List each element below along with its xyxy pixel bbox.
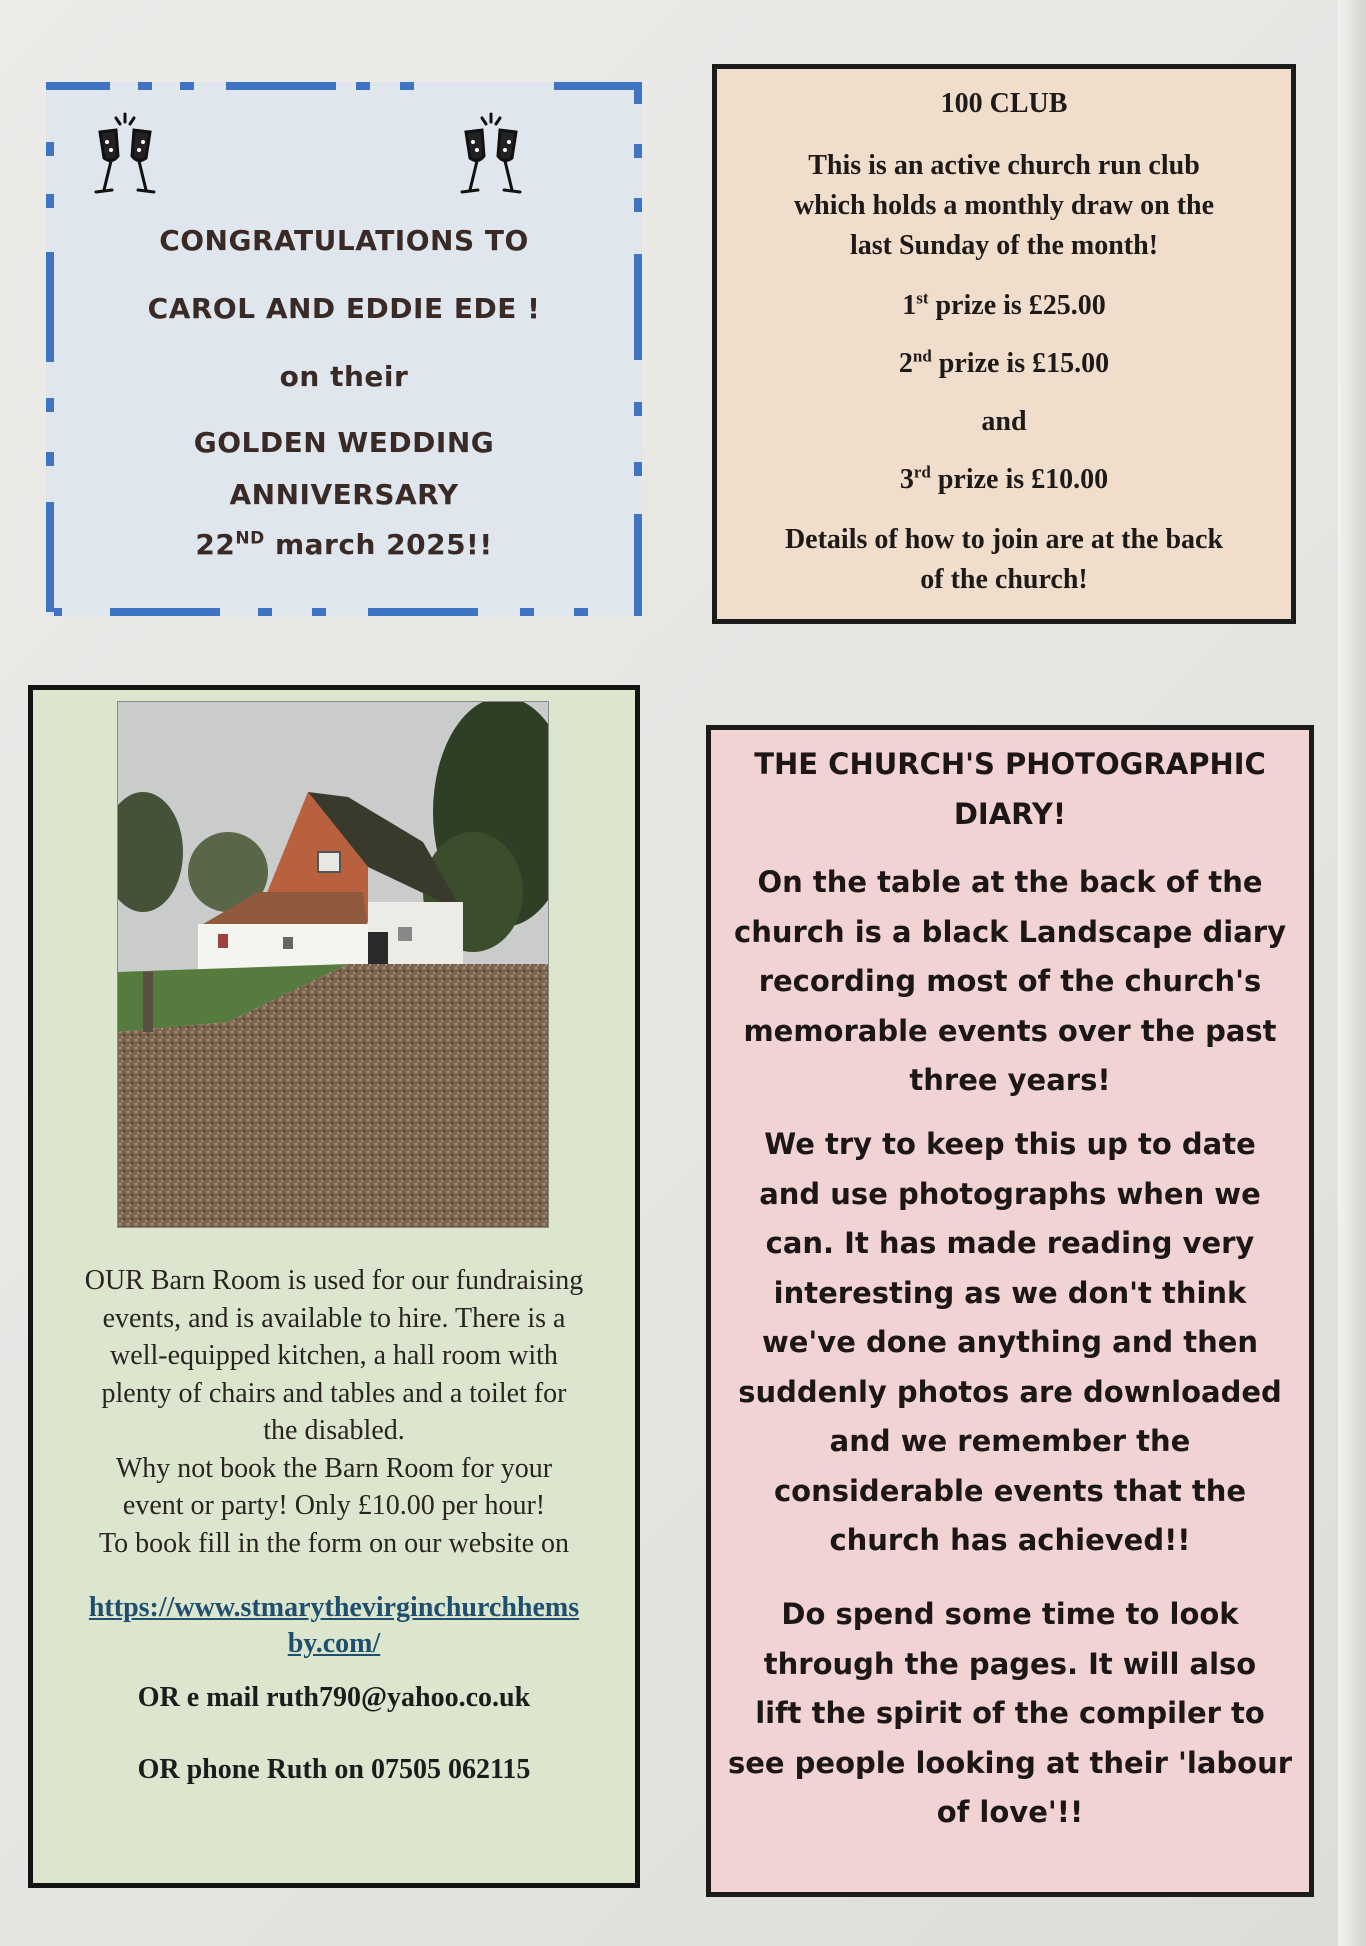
border-dash bbox=[110, 608, 220, 616]
diary-line: On the table at the back of the bbox=[757, 865, 1263, 899]
barn-text-line: OUR Barn Room is used for our fundraising bbox=[84, 1265, 584, 1296]
diary-line: THE CHURCH'S PHOTOGRAPHIC bbox=[754, 747, 1266, 781]
diary-line: suddenly photos are downloaded bbox=[738, 1374, 1282, 1409]
barn-text-line: events, and is available to hire. There is a bbox=[102, 1302, 566, 1334]
contact-email: OR e mail ruth790@yahoo.co.uk bbox=[137, 1682, 531, 1713]
congrats-heading: CONGRATULATIONS TO bbox=[159, 224, 529, 257]
border-dash bbox=[258, 608, 272, 616]
border-dash bbox=[46, 194, 54, 208]
diary-line: lift the spirit of the compiler to bbox=[755, 1696, 1265, 1730]
hundred-club-notice bbox=[712, 64, 1296, 624]
barn-room-photo bbox=[118, 702, 548, 1227]
diary-line: and we remember the bbox=[829, 1424, 1191, 1458]
anniversary: ANNIVERSARY bbox=[229, 478, 459, 511]
border-dash bbox=[400, 82, 414, 90]
join-details: of the church! bbox=[920, 564, 1088, 595]
first-prize bbox=[717, 287, 1291, 325]
diary-line: church is a black Landscape diary bbox=[734, 914, 1286, 949]
border-dash bbox=[368, 608, 478, 616]
website-link-line[interactable]: by.com/ bbox=[287, 1628, 381, 1659]
border-dash bbox=[180, 82, 194, 90]
diary-heading bbox=[723, 740, 1297, 839]
barn-text-line: To book fill in the form on our website on bbox=[98, 1527, 570, 1559]
diary-line: recording most of the church's bbox=[758, 964, 1262, 998]
website-link-line[interactable]: https://www.stmarythevirginchurchhems bbox=[88, 1592, 580, 1623]
border-dash bbox=[520, 608, 534, 616]
border-dash bbox=[356, 82, 370, 90]
diary-line: through the pages. It will also bbox=[763, 1646, 1257, 1681]
barn-room-notice bbox=[28, 685, 640, 1888]
diary-line: and use photographs when we bbox=[759, 1176, 1261, 1211]
golden-wedding: GOLDEN WEDDING bbox=[193, 426, 495, 459]
congratulations-notice bbox=[46, 82, 642, 616]
prize-suffix: rd bbox=[913, 462, 931, 482]
diary-paragraph bbox=[723, 1120, 1297, 1566]
barn-description bbox=[33, 1262, 635, 1562]
border-dash bbox=[634, 198, 642, 212]
diary-line: we've done anything and then bbox=[761, 1325, 1259, 1359]
contact-phone: OR phone Ruth on 07505 062115 bbox=[137, 1754, 531, 1785]
club-desc-line: last Sunday of the month! bbox=[849, 230, 1159, 261]
page-edge bbox=[1338, 0, 1366, 1946]
barn-text-line: well-equipped kitchen, a hall room with bbox=[110, 1340, 558, 1371]
champagne-glasses-icon bbox=[456, 110, 526, 200]
diary-line: We try to keep this up to date bbox=[764, 1127, 1256, 1161]
club-title: 100 CLUB bbox=[940, 88, 1068, 119]
border-dash bbox=[46, 398, 54, 412]
border-dash bbox=[46, 82, 110, 90]
date-rest: march 2025!! bbox=[264, 528, 493, 561]
barn-text-line: Why not book the Barn Room for your bbox=[115, 1452, 553, 1484]
club-desc-line: This is an active church run club bbox=[808, 150, 1200, 181]
diary-line: see people looking at their 'labour bbox=[727, 1745, 1293, 1780]
diary-line: three years! bbox=[909, 1063, 1111, 1097]
prize-number: 2 bbox=[898, 348, 913, 379]
join-details: Details of how to join are at the back bbox=[784, 524, 1224, 555]
website-link[interactable] bbox=[33, 1590, 635, 1662]
border-dash bbox=[312, 608, 326, 616]
diary-paragraph bbox=[723, 1590, 1297, 1838]
diary-line: Do spend some time to look bbox=[781, 1597, 1239, 1631]
diary-line: can. It has made reading very bbox=[765, 1226, 1255, 1260]
border-dash bbox=[634, 462, 642, 476]
diary-paragraph bbox=[723, 858, 1297, 1106]
prize-suffix: nd bbox=[912, 346, 932, 366]
diary-line: considerable events that the bbox=[773, 1473, 1247, 1508]
diary-line: memorable events over the past bbox=[743, 1013, 1277, 1048]
border-dash bbox=[634, 402, 642, 416]
barn-text-line: the disabled. bbox=[263, 1415, 405, 1446]
prize-text: prize is £15.00 bbox=[931, 348, 1110, 379]
border-dash bbox=[574, 608, 588, 616]
diary-line: DIARY! bbox=[953, 796, 1067, 831]
club-desc-line: which holds a monthly draw on the bbox=[793, 190, 1215, 221]
prize-text: prize is £25.00 bbox=[928, 290, 1106, 321]
photographic-diary-notice bbox=[706, 725, 1314, 1897]
prize-suffix: st bbox=[916, 288, 929, 308]
border-dash bbox=[226, 82, 336, 90]
prize-number: 3 bbox=[899, 464, 914, 495]
date-day: 22 bbox=[195, 528, 236, 561]
border-dash bbox=[634, 144, 642, 158]
border-dash bbox=[138, 82, 152, 90]
diary-line: interesting as we don't think bbox=[773, 1275, 1247, 1310]
prize-text: prize is £10.00 bbox=[930, 464, 1109, 495]
barn-text-line: event or party! Only £10.00 per hour! bbox=[122, 1490, 546, 1521]
border-dash bbox=[46, 142, 54, 156]
third-prize bbox=[717, 461, 1291, 499]
border-dash bbox=[554, 82, 642, 90]
date-suffix: ND bbox=[235, 528, 265, 549]
diary-line: of love'!! bbox=[936, 1795, 1084, 1829]
prize-number: 1 bbox=[902, 290, 917, 321]
border-dash bbox=[634, 82, 642, 104]
champagne-glasses-icon bbox=[90, 110, 160, 200]
border-dash bbox=[54, 608, 62, 616]
diary-line: church has achieved!! bbox=[829, 1523, 1191, 1557]
second-prize bbox=[717, 345, 1291, 383]
barn-text-line: plenty of chairs and tables and a toilet for bbox=[101, 1377, 567, 1409]
anniversary-date bbox=[46, 528, 642, 561]
prize-and: and bbox=[981, 406, 1027, 437]
congrats-on-their: on their bbox=[279, 360, 409, 393]
couple-names: CAROL AND EDDIE EDE ! bbox=[147, 292, 541, 325]
